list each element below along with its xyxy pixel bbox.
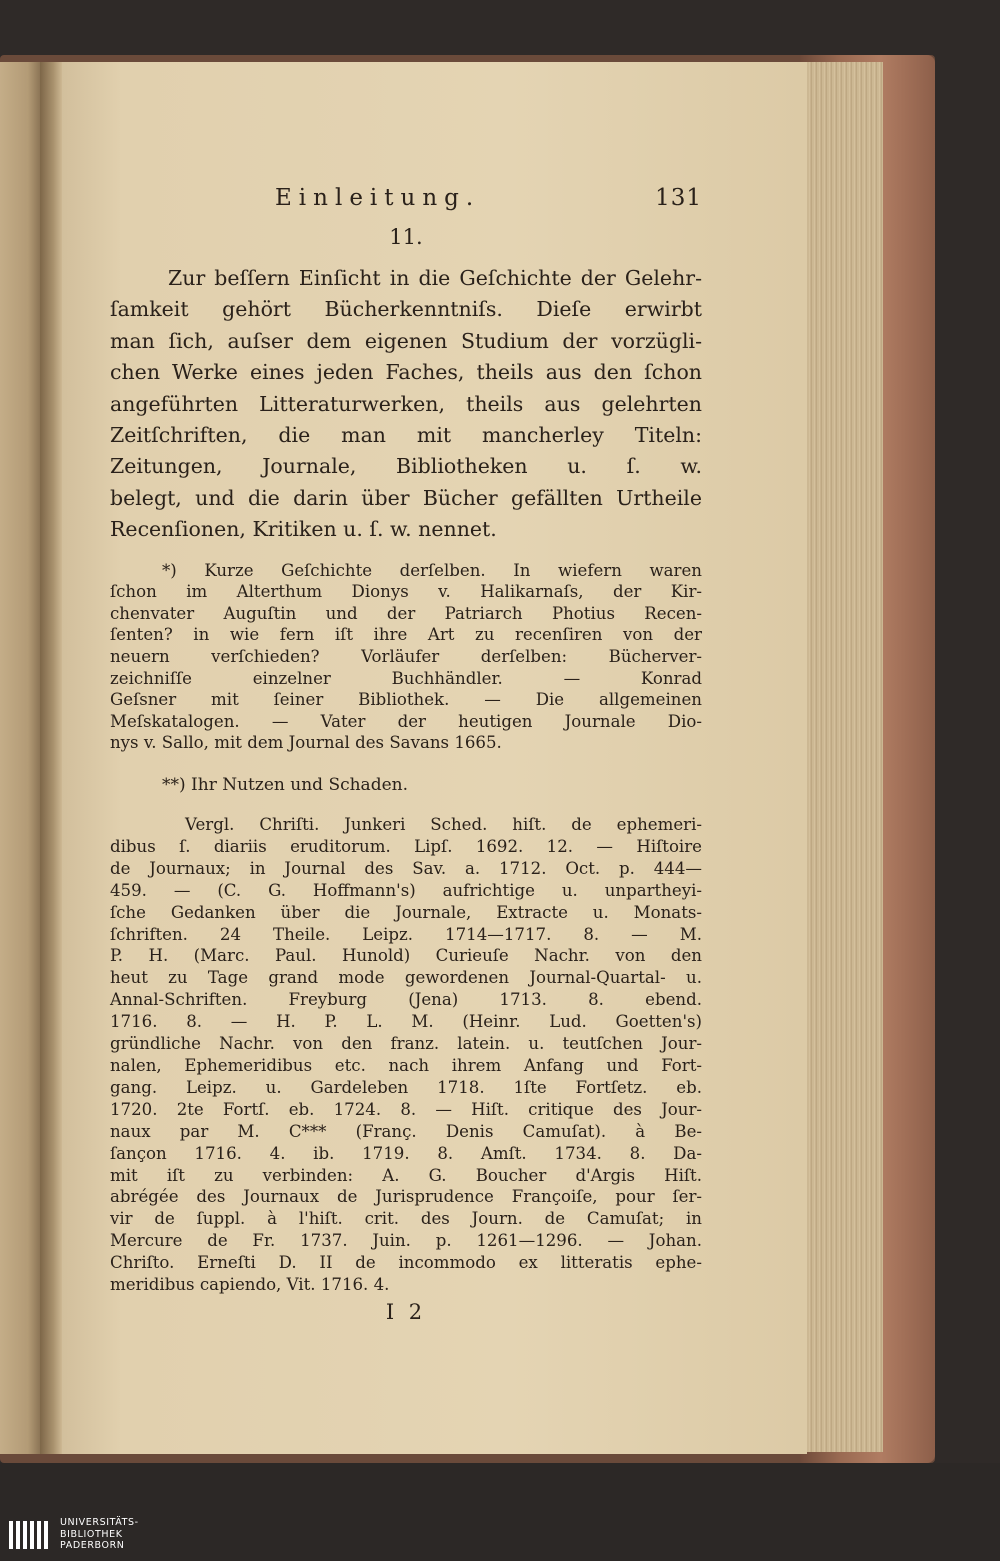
reference-line: vir de ſuppl. à l'hiſt. crit. des Journ. de Camuſat; in	[110, 1209, 702, 1229]
library-name-line: UNIVERSITÄTS-	[60, 1517, 139, 1528]
section-number: 11.	[389, 225, 423, 249]
page-number: 131	[655, 185, 702, 211]
library-name-line: PADERBORN	[60, 1540, 125, 1551]
reference-line: heut zu Tage grand mode gewordenen Journal-Quartal- u.	[110, 968, 702, 988]
reference-line: nalen, Ephemeridibus etc. nach ihrem Anfang und Fort-	[110, 1055, 702, 1075]
note-line: Geſsner mit ſeiner Bibliothek. — Die allgemeinen	[110, 690, 702, 710]
reference-line: dibus ſ. diariis eruditorum. Lipſ. 1692. 12. — Hiſtoire	[110, 836, 702, 856]
note-line: zeichniſſe einzelner Buchhändler. — Konrad	[110, 668, 702, 688]
running-head	[110, 185, 702, 217]
reference-line: gang. Leipz. u. Gardeleben 1718. 1ſte Fortſetz. eb.	[110, 1077, 702, 1097]
reference-line: naux par M. C*** (Franç. Denis Camuſat). à Be-	[110, 1121, 702, 1141]
text-line: angeführten Litteraturwerken, theils aus gelehrten	[110, 391, 702, 416]
reference-line: Annal-Schriften. Freyburg (Jena) 1713. 8. ebend.	[110, 990, 702, 1010]
page-stack-edge	[803, 62, 883, 1452]
footnote-1	[110, 560, 702, 754]
reference-line: meridibus capiendo, Vit. 1716. 4.	[110, 1275, 390, 1295]
text-line: belegt, und die darin über Bücher gefällten Urtheile	[110, 485, 702, 510]
reference-line: mit iſt zu verbinden: A. G. Boucher d'Argis Hiſt.	[110, 1165, 702, 1185]
library-logo	[8, 1517, 188, 1553]
main-paragraph	[110, 263, 702, 546]
note-line: neuern verſchieden? Vorläufer derſelben: Bücherver-	[110, 647, 702, 667]
text-line: Recenſionen, Kritiken u. ſ. w. nennet.	[110, 517, 497, 542]
left-page-edge	[0, 62, 40, 1454]
running-title: Einleitung.	[275, 185, 481, 211]
note-line: Meſskatalogen. — Vater der heutigen Journale Dio-	[110, 711, 702, 731]
library-logo-icon	[8, 1519, 52, 1551]
references-block	[110, 814, 702, 1296]
text-line: chen Werke eines jeden Faches, theils aus den ſchon	[110, 360, 702, 385]
reference-line: abrégée des Journaux de Jurisprudence Françoiſe, pour ſer-	[110, 1187, 702, 1207]
page-text	[110, 185, 702, 1324]
reference-line: de Journaux; in Journal des Sav. a. 1712. Oct. p. 444—	[110, 858, 702, 878]
library-name-line: BIBLIOTHEK	[60, 1528, 123, 1540]
reference-line: ſchriften. 24 Theile. Leipz. 1714—1717. 8. — M.	[110, 924, 702, 944]
reference-line: Vergl. Chriſti. Junkeri Sched. hiſt. de ephemeri-	[185, 815, 702, 834]
footnote-2: **) Ihr Nutzen und Schaden.	[162, 775, 408, 795]
reference-line: Mercure de Fr. 1737. Juin. p. 1261—1296. — Johan.	[110, 1231, 702, 1251]
text-line: ſamkeit gehört Bücherkenntniſs. Dieſe erwirbt	[110, 297, 702, 322]
printer-signature: I 2	[385, 1299, 427, 1324]
text-line: Zeitungen, Journale, Bibliotheken u. ſ. w.	[110, 454, 702, 479]
book-gutter	[40, 62, 62, 1454]
reference-line: Chriſto. Erneſti D. II de incommodo ex litteratis ephe-	[110, 1253, 702, 1273]
note-line: ſenten? in wie fern iſt ihre Art zu recenſiren von der	[110, 625, 702, 645]
note-line: *) Kurze Geſchichte derſelben. In wiefern waren	[162, 560, 702, 580]
reference-line: 1716. 8. — H. P. L. M. (Heinr. Lud. Goetten's)	[110, 1012, 702, 1032]
note-line: chenvater Auguſtin und der Patriarch Photius Recen-	[110, 603, 702, 623]
reference-line: P. H. (Marc. Paul. Hunold) Curieuſe Nachr. von den	[110, 946, 702, 966]
text-line: Zeitſchriften, die man mit mancherley Titeln:	[110, 423, 702, 448]
reference-line: ſche Gedanken über die Journale, Extracte u. Monats-	[110, 902, 702, 922]
text-line: Zur beſſern Einſicht in die Geſchichte der Gelehr-	[168, 266, 702, 290]
reference-line: 459. — (C. G. Hoffmann's) aufrichtige u. unpartheyi-	[110, 880, 702, 900]
library-name	[60, 1517, 139, 1552]
note-line: nys v. Sallo, mit dem Journal des Savans 1665.	[110, 733, 502, 753]
note-line: ſchon im Alterthum Dionys v. Halikarnaſs, der Kir-	[110, 582, 702, 602]
reference-line: 1720. 2te Fortſ. eb. 1724. 8. — Hiſt. critique des Jour-	[110, 1099, 702, 1119]
text-line: man ſich, auſser dem eigenen Studium der vorzügli-	[110, 328, 702, 353]
reference-line: gründliche Nachr. von den franz. latein. u. teutſchen Jour-	[110, 1034, 702, 1054]
reference-line: ſançon 1716. 4. ib. 1719. 8. Amſt. 1734. 8. Da-	[110, 1143, 702, 1163]
